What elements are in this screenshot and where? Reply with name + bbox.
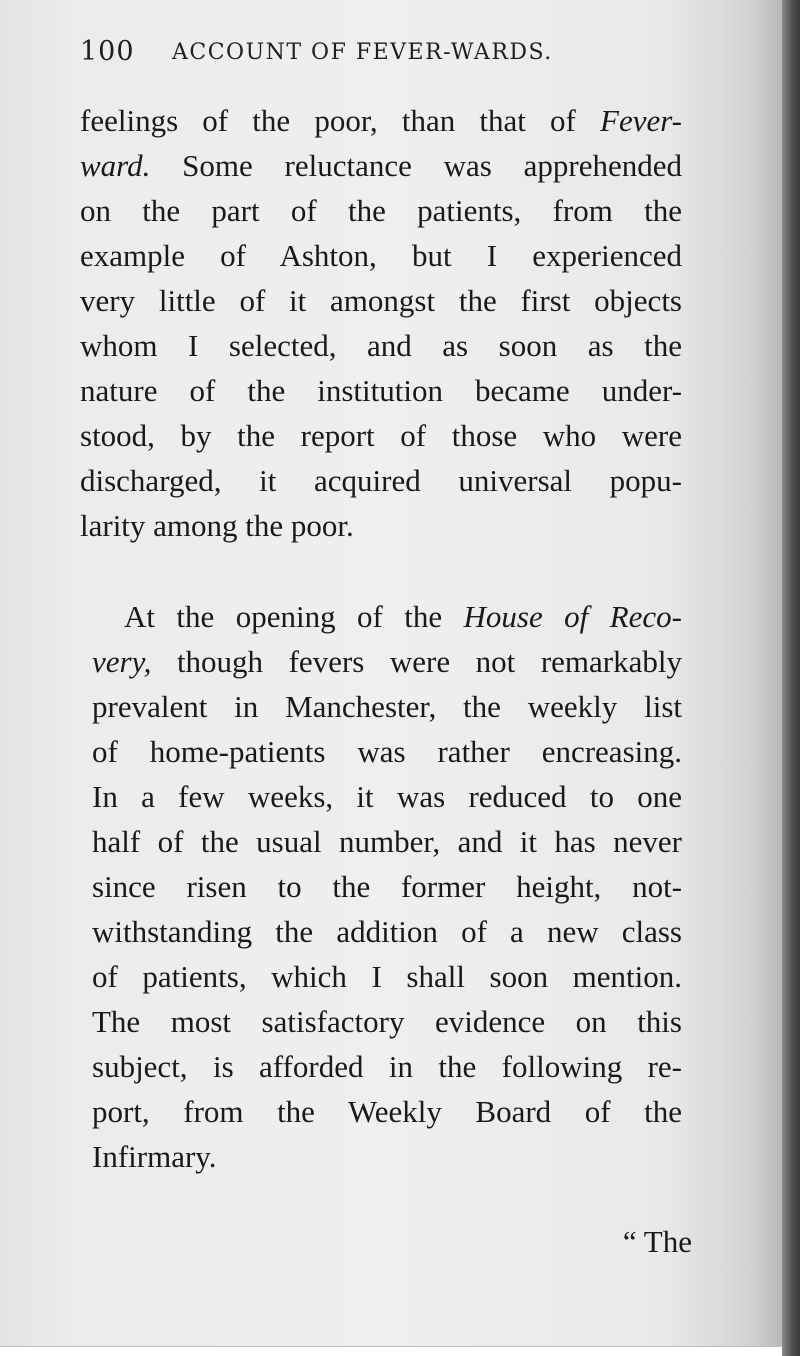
book-spine <box>782 0 800 1356</box>
text-line: ward. Some reluctance was apprehended <box>80 148 682 183</box>
text-line: whom I selected, and as soon as the <box>80 328 682 363</box>
text-line: At the opening of the House of Reco- <box>124 599 682 634</box>
running-head: ACCOUNT OF FEVER-WARDS. <box>172 40 553 65</box>
page-number: 100 <box>80 36 135 67</box>
text-line: port, from the Weekly Board of the <box>92 1094 682 1129</box>
body-text <box>80 98 682 1179</box>
text-line: very, though fevers were not remarkably <box>92 644 682 679</box>
paragraph-gap <box>80 548 682 594</box>
text-line: In a few weeks, it was reduced to one <box>92 779 682 814</box>
text-line: The most satisfactory evidence on this <box>92 1004 682 1039</box>
text-line: withstanding the addition of a new class <box>92 914 682 949</box>
text-line: nature of the institution became under- <box>80 373 682 408</box>
text-line: example of Ashton, but I experienced <box>80 238 682 273</box>
text-line: Infirmary. <box>92 1139 217 1174</box>
text-line: half of the usual number, and it has never <box>92 824 682 859</box>
text-line: of home-patients was rather encreasing. <box>92 734 682 769</box>
text-line: since risen to the former height, not- <box>92 869 682 904</box>
text-line: very little of it amongst the first objects <box>80 283 682 318</box>
text-line: subject, is afforded in the following re- <box>92 1049 682 1084</box>
text-line: larity among the poor. <box>80 508 354 543</box>
text-line: on the part of the patients, from the <box>80 193 682 228</box>
text-line: prevalent in Manchester, the weekly list <box>92 689 682 724</box>
text-line: stood, by the report of those who were <box>80 418 682 453</box>
catchword: “ The <box>622 1224 692 1259</box>
text-line: feelings of the poor, than that of Fever- <box>80 103 682 138</box>
text-line: of patients, which I shall soon mention. <box>92 959 682 994</box>
text-line: discharged, it acquired universal popu- <box>80 463 682 498</box>
page-header <box>80 36 680 76</box>
